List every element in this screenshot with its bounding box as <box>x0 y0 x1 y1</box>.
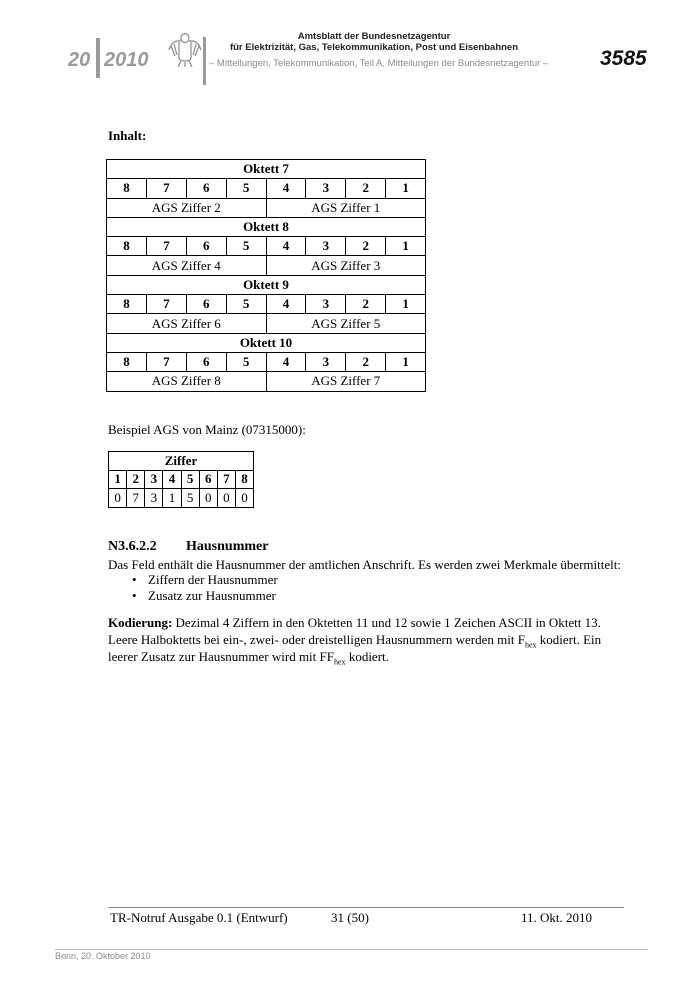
bit-number-cell: 1 <box>386 352 426 371</box>
digit-position-cell: 3 <box>145 470 163 489</box>
bit-number-cell: 2 <box>346 237 386 256</box>
header-divider-2 <box>203 37 206 85</box>
digit-value-cell: 1 <box>163 489 181 508</box>
footer-date: 11. Okt. 2010 <box>521 910 593 925</box>
digits-table <box>108 451 254 508</box>
header-title-line1: Amtsblatt der Bundesnetzagentur <box>297 31 451 42</box>
bottom-place-date: Bonn, 20. Oktober 2010 <box>55 951 151 961</box>
bit-number-cell: 4 <box>266 237 306 256</box>
digit-position-cell: 1 <box>109 470 127 489</box>
kodierung-text-3b: kodiert. <box>345 649 389 664</box>
kodierung-text-3a: leerer Zusatz zur Hausnummer wird mit FF <box>108 649 334 664</box>
section-title: Hausnummer <box>186 539 269 554</box>
kodierung-line-1 <box>108 615 601 631</box>
kodierung-line-2 <box>108 632 601 650</box>
digit-value-cell: 3 <box>145 489 163 508</box>
section-intro: Das Feld enthält die Hausnummer der amtlichen Anschrift. Es werden zwei Merkmale übermittelt: <box>108 557 621 572</box>
kodierung-line-3 <box>108 649 389 667</box>
header-divider <box>96 38 100 78</box>
bit-number-cell: 1 <box>386 179 426 198</box>
digit-position-cell: 6 <box>199 470 217 489</box>
ags-digit-cell: AGS Ziffer 3 <box>266 256 426 275</box>
bit-number-cell: 8 <box>107 352 147 371</box>
bit-number-cell: 6 <box>186 352 226 371</box>
ags-digit-cell: AGS Ziffer 4 <box>107 256 267 275</box>
kodierung-label: Kodierung: <box>108 615 173 630</box>
digit-value-cell: 0 <box>199 489 217 508</box>
bit-number-cell: 1 <box>386 295 426 314</box>
hex-subscript: hex <box>334 657 346 667</box>
bit-number-cell: 6 <box>186 295 226 314</box>
digit-position-cell: 2 <box>127 470 145 489</box>
octet-title: Oktett 8 <box>107 217 426 236</box>
bit-number-cell: 8 <box>107 237 147 256</box>
page-number: 3585 <box>600 47 647 70</box>
digit-value-cell: 5 <box>181 489 199 508</box>
inhalt-label: Inhalt: <box>108 128 147 143</box>
ags-digit-cell: AGS Ziffer 6 <box>107 314 267 333</box>
ags-digit-cell: AGS Ziffer 1 <box>266 198 426 217</box>
bit-number-cell: 4 <box>266 352 306 371</box>
digit-position-cell: 4 <box>163 470 181 489</box>
bit-number-cell: 4 <box>266 179 306 198</box>
bit-number-cell: 1 <box>386 237 426 256</box>
bit-number-cell: 5 <box>226 237 266 256</box>
digit-value-cell: 0 <box>217 489 235 508</box>
bit-number-cell: 3 <box>306 237 346 256</box>
bit-number-cell: 7 <box>146 295 186 314</box>
digits-table-title: Ziffer <box>109 452 254 471</box>
digit-value-cell: 0 <box>235 489 253 508</box>
bit-number-cell: 7 <box>146 352 186 371</box>
ags-digit-cell: AGS Ziffer 8 <box>107 372 267 391</box>
octet-title: Oktett 10 <box>107 333 426 352</box>
bit-number-cell: 3 <box>306 179 346 198</box>
bit-number-cell: 5 <box>226 352 266 371</box>
example-text: Beispiel AGS von Mainz (07315000): <box>108 422 306 437</box>
bit-number-cell: 2 <box>346 179 386 198</box>
digit-position-cell: 7 <box>217 470 235 489</box>
header-title-line2: für Elektrizität, Gas, Telekommunikation, Post und Eisenbahnen <box>229 42 519 53</box>
bit-number-cell: 5 <box>226 179 266 198</box>
footer-document-title: TR-Notruf Ausgabe 0.1 (Entwurf) <box>110 910 288 925</box>
ags-digit-cell: AGS Ziffer 5 <box>266 314 426 333</box>
bit-number-cell: 7 <box>146 179 186 198</box>
issue-number-year: 2010 <box>104 49 149 71</box>
bit-number-cell: 6 <box>186 237 226 256</box>
bullet-marker: • <box>132 588 137 603</box>
bit-number-cell: 8 <box>107 295 147 314</box>
bullet-item: Zusatz zur Hausnummer <box>148 588 276 603</box>
bottom-rule <box>55 949 648 950</box>
digit-value-cell: 0 <box>109 489 127 508</box>
issue-number-left: 20 <box>68 49 91 71</box>
octet-title: Oktett 7 <box>107 160 426 179</box>
bit-number-cell: 4 <box>266 295 306 314</box>
federal-eagle-icon <box>168 30 202 68</box>
kodierung-text-2b: kodiert. Ein <box>536 632 602 647</box>
footer-rule <box>108 907 624 908</box>
bullet-item: Ziffern der Hausnummer <box>148 572 278 587</box>
footer-page-count: 31 (50) <box>331 910 369 925</box>
bit-number-cell: 3 <box>306 352 346 371</box>
hex-subscript: hex <box>524 640 537 650</box>
bullet-marker: • <box>132 572 137 587</box>
bit-number-cell: 6 <box>186 179 226 198</box>
bit-number-cell: 8 <box>107 179 147 198</box>
digit-position-cell: 8 <box>235 470 253 489</box>
digit-value-cell: 7 <box>127 489 145 508</box>
kodierung-text-2a: Leere Halboktetts bei ein-, zwei- oder dreistelligen Hausnummern werden mit F <box>108 632 525 647</box>
header-subtitle: – Mitteilungen, Telekommunikation, Teil A, Mitteilungen der Bundesnetzagentur – <box>209 58 549 69</box>
bit-number-cell: 2 <box>346 295 386 314</box>
bit-number-cell: 5 <box>226 295 266 314</box>
octet-title: Oktett 9 <box>107 275 426 294</box>
octet-table <box>106 159 426 392</box>
kodierung-text-1: Dezimal 4 Ziffern in den Oktetten 11 und 12 sowie 1 Zeichen ASCII in Oktett 13. <box>172 615 601 630</box>
section-number: N3.6.2.2 <box>108 539 157 554</box>
bit-number-cell: 3 <box>306 295 346 314</box>
ags-digit-cell: AGS Ziffer 7 <box>266 372 426 391</box>
bit-number-cell: 2 <box>346 352 386 371</box>
digit-position-cell: 5 <box>181 470 199 489</box>
bit-number-cell: 7 <box>146 237 186 256</box>
ags-digit-cell: AGS Ziffer 2 <box>107 198 267 217</box>
